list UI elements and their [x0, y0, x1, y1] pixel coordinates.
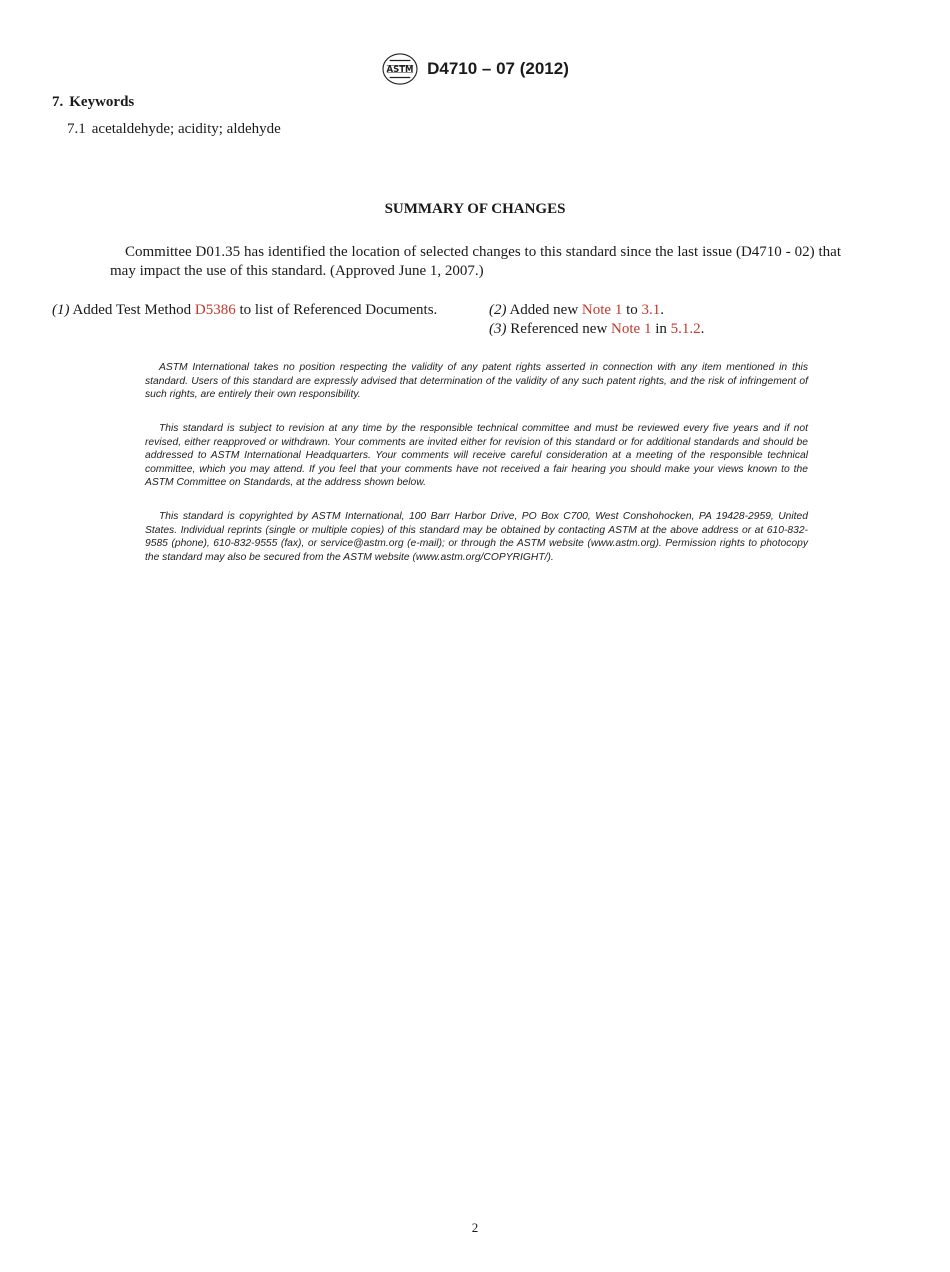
change-text: in: [655, 321, 667, 337]
page-header: [0, 52, 950, 91]
reference-link-note-1[interactable]: Note 1: [611, 321, 652, 337]
change-text: .: [660, 302, 665, 318]
keywords-paragraph: [67, 121, 281, 138]
patent-notice: ASTM International takes no position respecting the validity of any patent rights asserted in connection with any item mentioned in this standard. Users of this standard are expressly advised that determination of the validity of any such patent rights, and the risk of infringement of such rights, are entirely their own responsibility.: [145, 362, 808, 401]
change-text: Added new: [509, 302, 579, 318]
reference-link-section-3-1[interactable]: 3.1: [641, 302, 661, 318]
document-id: D4710 – 07 (2012): [427, 59, 569, 78]
reference-link-section-5-1-2[interactable]: 5.1.2: [670, 321, 701, 337]
change-marker: (1): [52, 302, 70, 318]
summary-title: SUMMARY OF CHANGES: [384, 201, 566, 217]
astm-logo-icon: [381, 52, 419, 86]
change-text: .: [700, 321, 705, 337]
change-text: to list of Referenced Documents.: [239, 302, 438, 318]
change-text: to: [626, 302, 638, 318]
section-title: Keywords: [69, 94, 135, 110]
change-item-1: [52, 301, 460, 320]
change-text: Referenced new: [510, 321, 608, 337]
reference-link-note-1[interactable]: Note 1: [581, 302, 623, 318]
changes-right-column: [489, 301, 899, 339]
reference-link-d5386[interactable]: D5386: [194, 302, 236, 318]
summary-intro: Committee D01.35 has identified the location of selected changes to this standard since the last issue (D4710 - 02) that may impact the use of this standard. (Approved June 1, 2007.): [110, 244, 841, 279]
paragraph-number: 7.1: [67, 121, 86, 137]
revision-notice: This standard is subject to revision at any time by the responsible technical committee and must be reviewed every five years and if not revised, either reapproved or withdrawn. Your comments are invited either for revision of this standard or for additional standards and should be addressed to ASTM International Headquarters. Your comments will receive careful consideration at a meeting of the responsible technical committee, which you may attend. If you feel that your comments have not received a fair hearing you should make your views known to the ASTM Committee on Standards, at the address shown below.: [145, 423, 808, 489]
logo-text: ASTM: [386, 64, 414, 75]
change-item-2: [489, 301, 899, 320]
page-number: 2: [471, 1220, 479, 1235]
copyright-notice: This standard is copyrighted by ASTM International, 100 Barr Harbor Drive, PO Box C700, West Conshohocken, PA 19428-2959, United States. Individual reprints (single or multiple copies) of this standard may be obtained by contacting ASTM at the above address or at 610-832-9585 (phone), 610-832-9555 (fax), or service@astm.org (e-mail); or through the ASTM website (www.astm.org). Permission rights to photocopy the standard may also be secured from the ASTM website (www.astm.org/COPYRIGHT/).: [145, 511, 808, 563]
keywords-text: acetaldehyde; acidity; aldehyde: [91, 121, 281, 137]
change-item-3: [489, 320, 899, 339]
section-number: 7.: [52, 94, 64, 110]
section-heading: [52, 94, 134, 111]
change-marker: (2): [489, 302, 507, 318]
changes-left-column: [52, 301, 460, 320]
change-text: Added Test Method: [72, 302, 192, 318]
change-marker: (3): [489, 321, 507, 337]
